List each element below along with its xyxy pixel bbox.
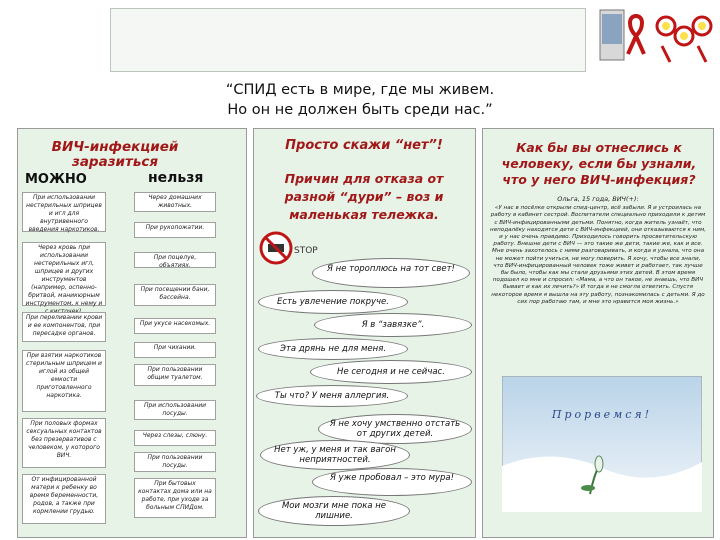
snow-caption: Прорвемся! [551, 408, 653, 421]
cannot-item: Через слезы, слюну. [134, 430, 216, 446]
cannot-item: При использовании посуды. [134, 400, 216, 420]
aids-ribbon-icon [598, 6, 716, 66]
story-text [490, 196, 706, 306]
phrase-8: Нет уж, у меня и так вагон неприятностей. [274, 445, 396, 465]
cannot-item: При чихании. [134, 342, 216, 358]
can-label: МОЖНО [25, 172, 87, 187]
phrase-4: Эта дрянь не для меня. [279, 344, 387, 354]
svg-text:STOP: STOP [294, 246, 318, 256]
can-item: От инфицированной матери к ребенку во время беременности, родов, а также при кормлении грудью. [22, 474, 106, 524]
no-drugs-icon [258, 230, 318, 266]
cannot-item: При посещении бани, бассейна. [134, 284, 216, 306]
can-item: Через кровь при использовании нестерильных игл, шприцев и других инструментов (например, оспенно-бритвой, маникюрным инструментом, к нему и [22, 242, 106, 306]
can-item: При использовании нестерильных шприцев и игл для внутривенного введения наркотиков. [22, 192, 106, 232]
header-banner [110, 8, 586, 72]
phrase-7: Я не хочу умственно отстать от других детей. [329, 419, 461, 439]
phrase-5: Не сегодня и не сейчас. [337, 367, 445, 377]
cannot-item: Через домашних животных. [134, 192, 216, 212]
cannot-label: нельзя [148, 170, 204, 186]
motto [130, 80, 590, 120]
phrase-6: Ты что? У меня аллергия. [274, 391, 390, 401]
attitude-title: Как бы вы отнеслись к человеку, если бы узнали, что у него ВИЧ-инфекция? [501, 140, 697, 187]
refusal-subtitle: Причин для отказа от разной “дури” – воз и маленькая тележка. [284, 171, 444, 222]
cannot-item: При бытовых контактах дома или на работе, при уходе за больным СПИДом. [134, 478, 216, 518]
can-item: При переливании крови и ее компонентов, при пересадке органов. [22, 312, 106, 342]
cannot-item: При укусе насекомых. [134, 318, 216, 334]
cannot-item: При пользовании посуды. [134, 452, 216, 472]
phrase-3: Я в “завязке”. [361, 320, 425, 330]
awareness-icons [598, 6, 716, 66]
phrase-1: Я не тороплюсь на тот свет! [327, 264, 455, 274]
can-item: При половых формах сексуальных контактов без презервативов с человеком, у которого ВИЧ. [22, 418, 106, 468]
cannot-item: При поцелуе, объятиях. [134, 252, 216, 268]
transmission-title: ВИЧ-инфекцией заразиться [51, 139, 179, 170]
motto-line-1: “СПИД есть в мире, где мы живем. [225, 82, 495, 98]
cannot-item: При рукопожатии. [134, 222, 216, 238]
can-item: При взятии наркотиков стерильным шприцем и иглой из общей емкости приготовленного наркотика. [22, 350, 106, 412]
refusal-title: Просто скажи “нет”! [285, 138, 443, 153]
cannot-item: При пользовании общим туалетом. [134, 364, 216, 386]
phrase-2: Есть увлечение покруче. [277, 297, 389, 307]
snow-flower-image [502, 376, 702, 512]
story-header: Ольга, 15 года, ВИЧ(+): [557, 195, 639, 203]
story-body: «У нас в посёлке открыли спид-центр, всё забыли. Я и устроилась на работу в кабинет сестрой. Воспитатели специально приходили к детям с ВИЧ-инфицированными детьми. Понятно, когда житель узнаёт, что неподалёку находятся дети с ВИЧ-инфекцией, они отказываются к ним, и у нас очень правдиво. Приходилось говорить просветительскую работу. Внешне дети с ВИЧ — это такие же дети, такие же, как и все. Мне очень захотелось с ними разговаривать, и когда я узнала, что она не может пойти учиться, не могу поверить. Я хочу, чтобы все знали, что ВИЧ-инфицированный человек тоже живет и работает, так лучше бы было, чтобы как мы стали друзьями этих детей. В этом время подошел ко мне и спросил: «Мама, а что он такое, не знаешь, что ВИЧ бывает и как их лечить?» И тогда я не смогла ответить. Спустя некоторое время я вышла на эту работу, познакомилась с детьми. Я до сих пор работаю там, и мне это нравится моя жизнь.» [490, 205, 706, 305]
phrase-9: Я уже пробовал – это мура! [329, 473, 455, 483]
phrase-10: Мои мозги мне пока не лишние. [281, 501, 387, 521]
motto-line-2: Но он не должен быть среди нас.” [227, 102, 493, 118]
